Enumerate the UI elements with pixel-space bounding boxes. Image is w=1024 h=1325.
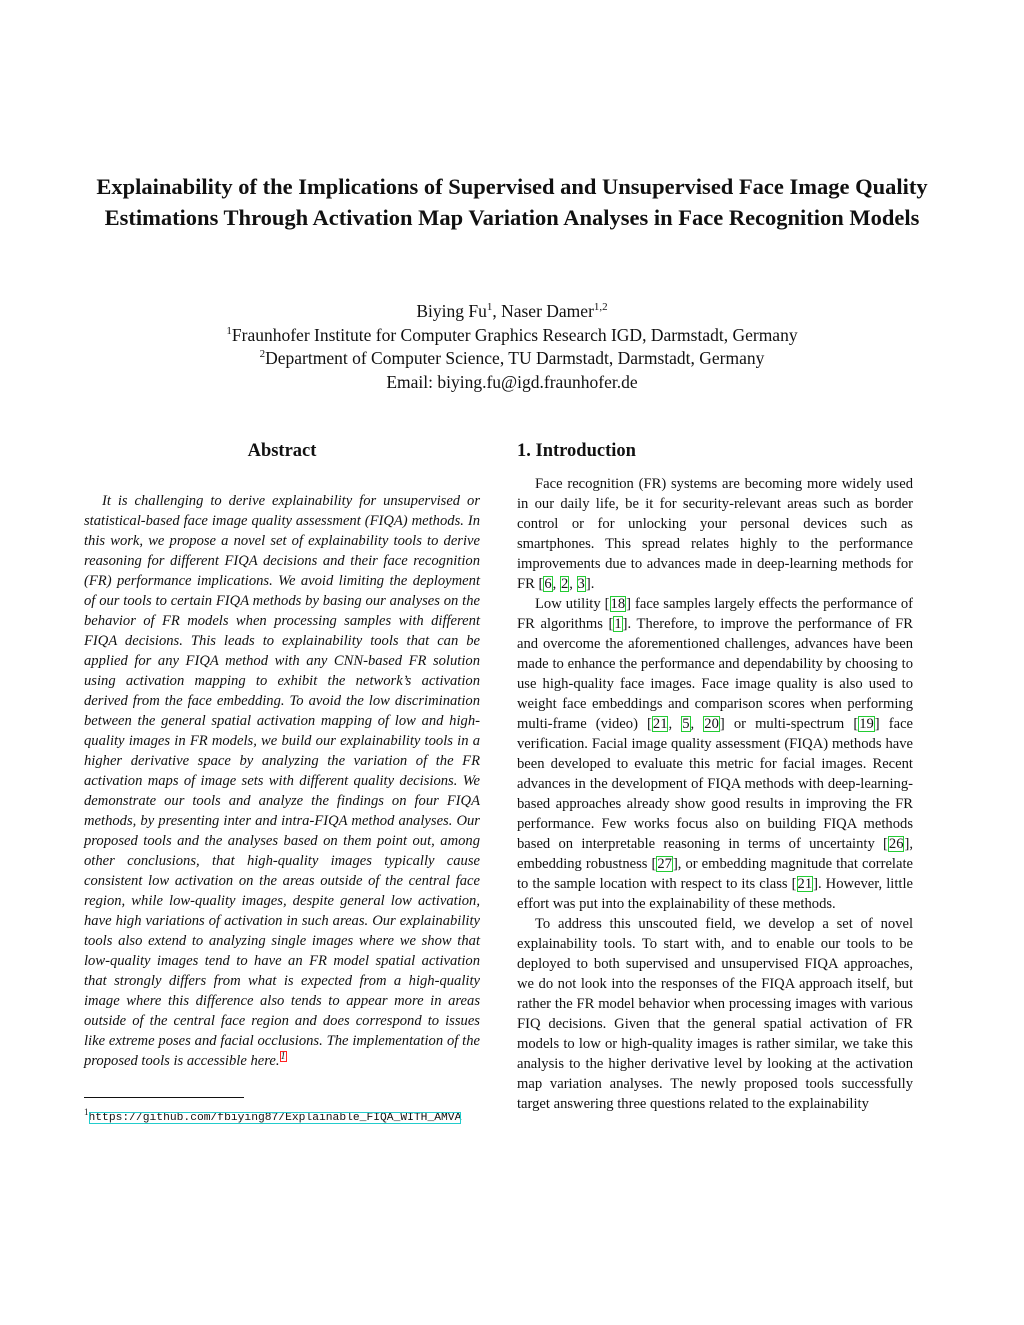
intro-paragraph-1: Face recognition (FR) systems are becoming more widely used in our daily life, be it for security-relevant areas such as border control or for unlocking your personal devices such as smartphones. This spread relates highly to the performance improvements due to advances made in deep-learning methods for FR [6, 2, 3]. xyxy=(517,476,913,592)
intro-paragraph-2: Low utility [18] face samples largely effects the performance of FR algorithms [1]. Therefore, to improve the performance of FR and overcome the aforementioned challenges, advances have been made to enhance the performance and dependability by choosing to use high-quality face images. Face image quality is also used to weight face embeddings and comparison scores when performing multi-frame (video) [21, 5, 20] or multi-spectrum [19] face verification. Facial image quality assessment (FIQA) methods have been developed to evaluate this metric for facial images. Recent advances in the development of FIQA methods with deep-learning-based approaches already show good results in improving the FR performance. Few works focus also on building FIQA methods based on interpretable reasoning in terms of uncertainty [26], embedding robustness [27], or embedding magnitude that correlate to the sample location with respect to its class [21]. However, little effort was put into the explainability of these methods. xyxy=(517,596,914,912)
affiliation-marker: 1 xyxy=(226,324,232,337)
author-name: Biying Fu xyxy=(416,301,487,321)
github-url-link[interactable]: https://github.com/fbiying87/Explainable_FIQA_WITH_AMVA xyxy=(88,1111,462,1124)
citation-link[interactable]: 1 xyxy=(614,616,622,632)
citation-link[interactable]: 19 xyxy=(859,716,874,732)
intro-paragraph-3: To address this unscouted field, we develop a set of novel explainability tools. To start with, and to enable our tools to be deployed to both supervised and unsupervised FIQA approaches, we do not look into the responses of the FIQA approach itself, but rather the FR model behavior when processing images with various FIQ decisions. Given that the general spatial activation of FR models to low or high-quality images is rather similar, we take this analysis to the higher derivative level by looking at the activation map variation analyses. The newly proposed tools successfully target answering three questions related to the explainability xyxy=(517,916,913,1112)
paragraph-text: ], embedding robustness [ xyxy=(517,836,913,872)
citation-link[interactable]: 26 xyxy=(888,836,904,852)
paragraph-text: ], or embedding magnitude that correlate to the sample location with respect to its class [ xyxy=(517,856,913,892)
paragraph-text: ]. xyxy=(585,576,595,592)
citation-link[interactable]: 20 xyxy=(704,716,719,732)
introduction-heading: 1. Introduction xyxy=(517,441,636,461)
author-line xyxy=(60,300,964,324)
citation-link[interactable]: 21 xyxy=(797,876,813,892)
citation-link[interactable]: 5 xyxy=(682,716,690,732)
paragraph-text: ] or multi-spectrum [ xyxy=(719,716,859,732)
affiliation-marker: 2 xyxy=(259,348,266,361)
paragraph-text: Low utility [ xyxy=(535,596,610,612)
paper-title: Explainability of the Implications of Supervised and Unsupervised Face Image Quality Estimations Through Activation Map Variation Analyses in Face Recognition Models xyxy=(96,174,928,230)
author-affiliation-marker: 1 xyxy=(486,301,493,314)
affiliation-text: Department of Computer Science, TU Darmstadt, Darmstadt, Germany xyxy=(265,348,765,368)
paragraph-text: Face recognition (FR) systems are becoming more widely used in our daily life, be it for security-relevant areas such as border control or for unlocking your personal devices such as smartphones. This spread relates highly to the performance improvements due to advances made in deep-learning methods for FR [ xyxy=(517,476,913,592)
footnote-number: 1 xyxy=(84,1107,89,1117)
affiliation-2 xyxy=(60,347,964,371)
author-block xyxy=(60,300,964,394)
footnote-marker-link[interactable]: 1 xyxy=(280,1051,286,1063)
author-name: , Naser Damer xyxy=(492,301,594,321)
affiliation-text: Fraunhofer Institute for Computer Graphics Research IGD, Darmstadt, Germany xyxy=(231,324,798,345)
left-column xyxy=(84,438,480,1126)
paragraph-text: ] face verification. Facial image quality assessment (FIQA) methods have been developed to evaluate this metric for facial images. Recent advances in the development of FIQA methods with deep-learning-based approaches already show good results in improving the FR performance. Few works focus also on building FIQA methods based on interpretable reasoning in terms of uncertainty [ xyxy=(517,716,914,852)
paragraph-text: ]. Therefore, to improve the performance of FR and overcome the aforementioned challenges, advances have been made to enhance the performance and dependability by choosing to use high-quality face images. Face image quality is also used to weight face embeddings and comparison scores when performing multi-frame (video) [ xyxy=(517,616,913,732)
affiliation-1 xyxy=(60,324,964,348)
citation-link[interactable]: 18 xyxy=(610,596,626,612)
paragraph-text: ]. However, little effort was put into the explainability of these methods. xyxy=(517,876,913,912)
citation-link[interactable]: 6 xyxy=(544,576,552,592)
citation-link[interactable]: 3 xyxy=(577,576,585,592)
footnote xyxy=(84,1104,480,1126)
citation-link[interactable]: 27 xyxy=(657,856,672,872)
abstract-text: It is challenging to derive explainability for unsupervised or statistical-based face image quality assessment (FIQA) methods. In this work, we propose a novel set of explainability tools to derive reasoning for different FIQA decisions and their face recognition (FR) performance implications. We avoid limiting the deployment of our tools to certain FIQA methods by basing our analyses on the behavior of FR models when processing samples with different FIQA decisions. This leads to explainability tools that can be applied for any FIQA method with any CNN-based FR solution using activation mapping to exhibit the network’s activation derived from the face embedding. To avoid the low discrimination between the general spatial activation mapping of low and high-quality images in FR models, we build our explainability tools in a higher derivative space by analyzing the variation of the FR activation maps of image sets with different quality decisions. We demonstrate our tools and analyze the findings on four FIQA methods, by presenting inter and intra-FIQA method analyses. Our proposed tools and the analyses based on them point out, among other conclusions, that high-quality images typically cause consistent low activation on the areas outside of the central face region, while low-quality images, despite general low activation, have high variations of activation in such areas. Our explainability tools also extend to analyzing single images where we show that low-quality images tend to have an FR model spatial activation that strongly differs from what is expected from a high-quality image where this difference also tends to appear more in areas outside of the central face region and does correspond to issues like extreme poses and facial occlusions. The implementation of the proposed tools is accessible here. xyxy=(84,493,480,1069)
contact-email: Email: biying.fu@igd.fraunhofer.de xyxy=(386,371,638,392)
paragraph-text: ] face samples largely effects the performance of FR algorithms [ xyxy=(517,596,913,632)
citation-link[interactable]: 2 xyxy=(560,576,569,592)
citation-link[interactable]: 21 xyxy=(652,716,668,732)
right-column xyxy=(517,438,913,1114)
abstract-body xyxy=(84,491,480,1071)
author-affiliation-marker: 1,2 xyxy=(593,301,608,314)
abstract-heading: Abstract xyxy=(247,441,317,461)
footnote-divider xyxy=(84,1097,244,1098)
